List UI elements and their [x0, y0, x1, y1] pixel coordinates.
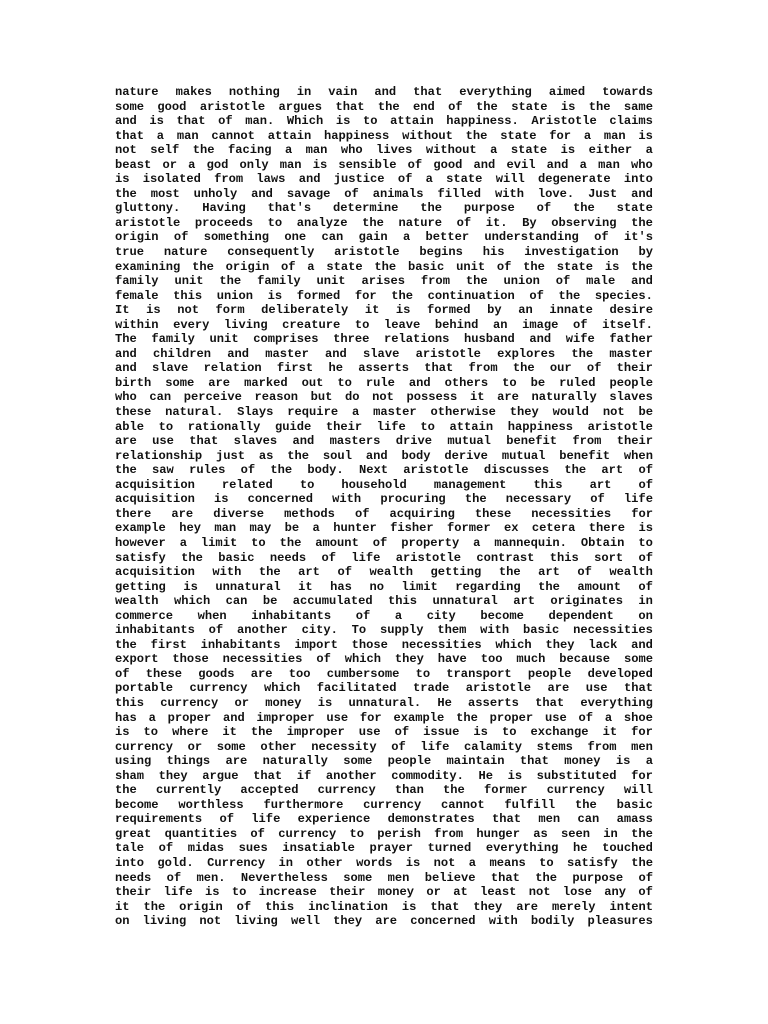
text-line: currency or some other necessity of life calamity stems from men: [115, 739, 653, 754]
text-line: there are diverse methods of acquiring these necessities for: [115, 506, 653, 521]
text-line: portable currency which facilitated trade aristotle are use that: [115, 681, 653, 696]
text-line: relationship just as the soul and body derive mutual benefit when: [115, 448, 653, 463]
text-line: female this union is formed for the continuation of the species.: [115, 288, 653, 303]
text-line: sham they argue that if another commodity. He is substituted for: [115, 768, 653, 783]
text-line: and is that of man. Which is to attain happiness. Aristotle claims: [115, 114, 653, 129]
text-line: not self the facing a man who lives without a state is either a: [115, 143, 653, 158]
text-line: is isolated from laws and justice of a state will degenerate into: [115, 172, 653, 187]
text-line: satisfy the basic needs of life aristotle contrast this sort of: [115, 550, 653, 565]
text-line: true nature consequently aristotle begins his investigation by: [115, 245, 653, 260]
text-line: this currency or money is unnatural. He asserts that everything: [115, 695, 653, 710]
text-line: gluttony. Having that's determine the purpose of the state: [115, 201, 653, 216]
text-line: acquisition related to household management this art of: [115, 477, 653, 492]
text-line: The family unit comprises three relations husband and wife father: [115, 332, 653, 347]
text-line: origin of something one can gain a better understanding of it's: [115, 230, 653, 245]
text-line: however a limit to the amount of property a mannequin. Obtain to: [115, 535, 653, 550]
text-line: It is not form deliberately it is formed by an innate desire: [115, 303, 653, 318]
text-line: these natural. Slays require a master otherwise they would not be: [115, 405, 653, 420]
text-line: and slave relation first he asserts that from the our of their: [115, 361, 653, 376]
text-line: and children and master and slave aristotle explores the master: [115, 346, 653, 361]
text-line: acquisition is concerned with procuring the necessary of life: [115, 492, 653, 507]
text-line: commerce when inhabitants of a city become dependent on: [115, 608, 653, 623]
text-line: is to where it the improper use of issue is to exchange it for: [115, 725, 653, 740]
text-line: beast or a god only man is sensible of good and evil and a man who: [115, 157, 653, 172]
text-line: who can perceive reason but do not possess it are naturally slaves: [115, 390, 653, 405]
text-line: on living not living well they are concerned with bodily pleasures: [115, 914, 653, 929]
text-line: the currently accepted currency than the former currency will: [115, 783, 653, 798]
text-line: their life is to increase their money or at least not lose any of: [115, 885, 653, 900]
text-line: within every living creature to leave behind an image of itself.: [115, 317, 653, 332]
text-line: acquisition with the art of wealth getting the art of wealth: [115, 565, 653, 580]
text-line: become worthless furthermore currency cannot fulfill the basic: [115, 797, 653, 812]
text-line: that a man cannot attain happiness without the state for a man is: [115, 128, 653, 143]
text-line: into gold. Currency in other words is not a means to satisfy the: [115, 855, 653, 870]
text-line: has a proper and improper use for example the proper use of a shoe: [115, 710, 653, 725]
text-line: examining the origin of a state the basic unit of the state is the: [115, 259, 653, 274]
text-line: wealth which can be accumulated this unnatural art originates in: [115, 594, 653, 609]
text-line: able to rationally guide their life to attain happiness aristotle: [115, 419, 653, 434]
text-line: requirements of life experience demonstrates that men can amass: [115, 812, 653, 827]
text-line: great quantities of currency to perish from hunger as seen in the: [115, 826, 653, 841]
text-line: nature makes nothing in vain and that everything aimed towards: [115, 85, 653, 99]
text-line: tale of midas sues insatiable prayer turned everything he touched: [115, 841, 653, 856]
text-line: getting is unnatural it has no limit regarding the amount of: [115, 579, 653, 594]
document-page: [115, 85, 653, 935]
text-line: example hey man may be a hunter fisher former ex cetera there is: [115, 521, 653, 536]
text-line: family unit the family unit arises from the union of male and: [115, 274, 653, 289]
text-line: it the origin of this inclination is that they are merely intent: [115, 899, 653, 914]
text-line: birth some are marked out to rule and others to be ruled people: [115, 375, 653, 390]
body-text: [115, 85, 653, 929]
text-line: aristotle proceeds to analyze the nature of it. By observing the: [115, 215, 653, 230]
text-line: using things are naturally some people maintain that money is a: [115, 754, 653, 769]
text-line: some good aristotle argues that the end of the state is the same: [115, 99, 653, 114]
text-line: of these goods are too cumbersome to transport people developed: [115, 666, 653, 681]
text-line: needs of men. Nevertheless some men believe that the purpose of: [115, 870, 653, 885]
text-line: the most unholy and savage of animals filled with love. Just and: [115, 186, 653, 201]
text-line: export those necessities of which they have too much because some: [115, 652, 653, 667]
text-line: the first inhabitants import those necessities which they lack and: [115, 637, 653, 652]
text-line: are use that slaves and masters drive mutual benefit from their: [115, 434, 653, 449]
text-line: the saw rules of the body. Next aristotle discusses the art of: [115, 463, 653, 478]
text-line: inhabitants of another city. To supply them with basic necessities: [115, 623, 653, 638]
